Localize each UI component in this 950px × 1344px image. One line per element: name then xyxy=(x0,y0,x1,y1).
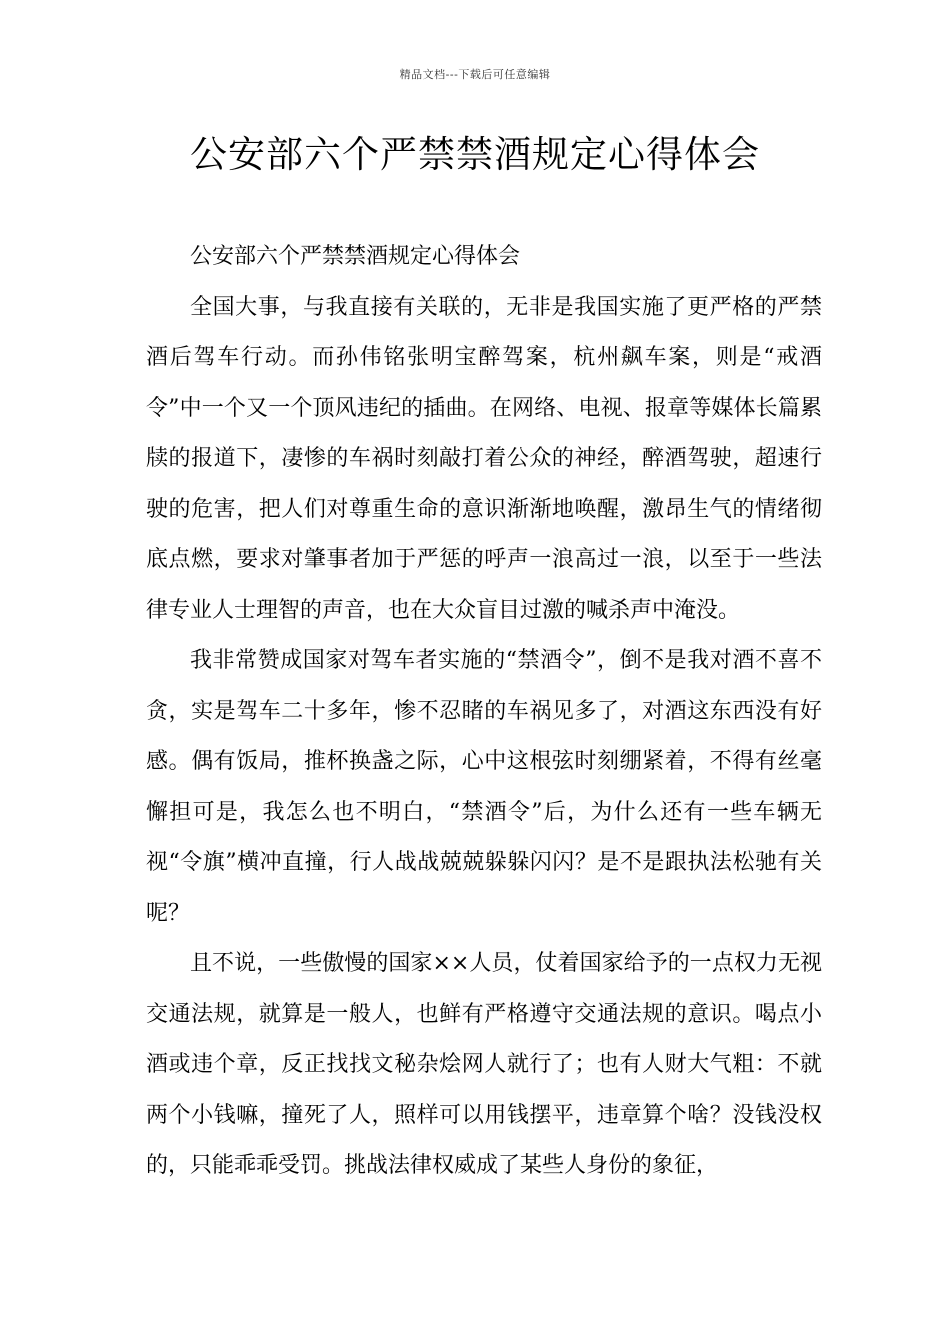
subtitle-paragraph: 公安部六个严禁禁酒规定心得体会 xyxy=(190,244,521,269)
header-note: 精品文档---下载后可任意编辑 xyxy=(399,68,551,81)
paragraph: 且不说，一些傲慢的国家××人员，仗着国家给予的一点权力无视交通法规，就算是一般人，也鲜有严格遵守交通法规的意识。喝点小酒或违个章，反正找找文秘杂烩网人就行了；也有人财大气粗：不就两个小钱嘛，撞死了人，照样可以用钱摆平，违章算个啥？没钱没权的，只能乖乖受罚。挑战法律权威成了某些人身份的象征， xyxy=(146,951,822,1178)
document-body xyxy=(146,232,822,1192)
paragraph: 我非常赞成国家对驾车者实施的“禁酒令”，倒不是我对酒不喜不贪，实是驾车二十多年，惨不忍睹的车祸见多了，对酒这东西没有好感。偶有饭局，推杯换盏之际，心中这根弦时刻绷紧着，不得有丝毫懈担可是，我怎么也不明白，“禁酒令”后，为什么还有一些车辆无视“令旗”横冲直撞，行人战战兢兢躲躲闪闪？是不是跟执法松驰有关呢？ xyxy=(146,648,822,926)
document-title: 公安部六个严禁禁酒规定心得体会 xyxy=(190,133,760,176)
paragraph: 全国大事，与我直接有关联的，无非是我国实施了更严格的严禁酒后驾车行动。而孙伟铭张明宝醉驾案，杭州飙车案，则是“戒酒令”中一个又一个顶风违纪的插曲。在网络、电视、报章等媒体长篇累牍的报道下，凄惨的车祸时刻敲打着公众的神经，醉酒驾驶，超速行驶的危害，把人们对尊重生命的意识渐渐地唤醒，激昂生气的情绪彻底点燃，要求对肇事者加于严惩的呼声一浪高过一浪，以至于一些法律专业人士理智的声音，也在大众盲目过激的喊杀声中淹没。 xyxy=(146,294,822,623)
